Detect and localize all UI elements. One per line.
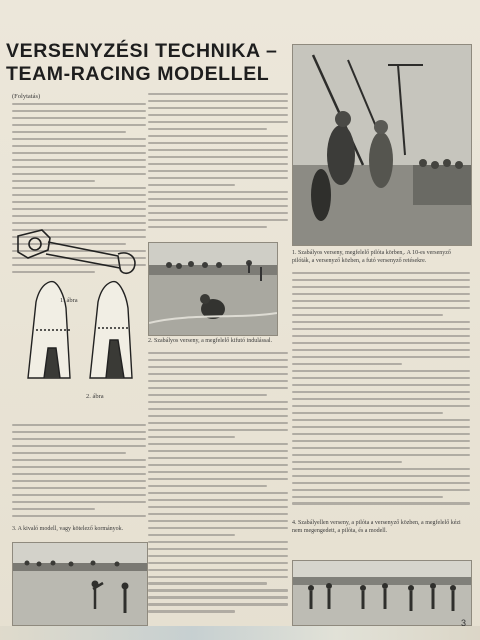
photo-field-crouching (148, 242, 278, 336)
caption-middle-photo: 2. Szabályos verseny, a megfelelő kifutó indulással. (148, 338, 273, 344)
title-line-2: TEAM-RACING MODELLEL (6, 63, 270, 85)
cross-section-left (28, 282, 70, 378)
text-column-right (292, 272, 470, 512)
text-column-middle-bottom (148, 352, 288, 620)
photo-race-line (292, 560, 472, 626)
photo-pilots-with-poles (292, 44, 472, 246)
figure-label-2: 2. ábra (86, 393, 104, 400)
caption-left-photo: 3. A kivaló modell, vagy kötelező kormányok. (12, 526, 124, 532)
cross-section-right (90, 282, 132, 378)
title-line-1: VERSENYZÉSI TECHNIKA – (6, 40, 278, 62)
text-column-left-bottom (12, 424, 146, 524)
wrench-drawing (18, 230, 135, 273)
technical-diagram (14, 228, 144, 418)
page-number: 3 (460, 618, 466, 628)
figure-label-1: 1. ábra (60, 297, 78, 304)
photo-field-crowd (12, 542, 148, 626)
article-title (6, 40, 288, 86)
caption-right-photo: 4. Szabályellen verseny, a pilóta a versenyző közben, a megfelelő kézi nem megengedett, a pilóta, és a modell. (292, 520, 461, 534)
text-column-middle-top (148, 93, 288, 236)
author-tag: (Folytatás) (12, 93, 41, 100)
scan-edge-strip (0, 626, 480, 640)
diagram-svg (14, 228, 144, 418)
caption-top-right-photo: 1. Szabályos verseny, megfelelő pilóta körben,. A 10-es versenyző pilóták, a versenyző közben, a futó versenyző retésekre. (292, 250, 451, 264)
